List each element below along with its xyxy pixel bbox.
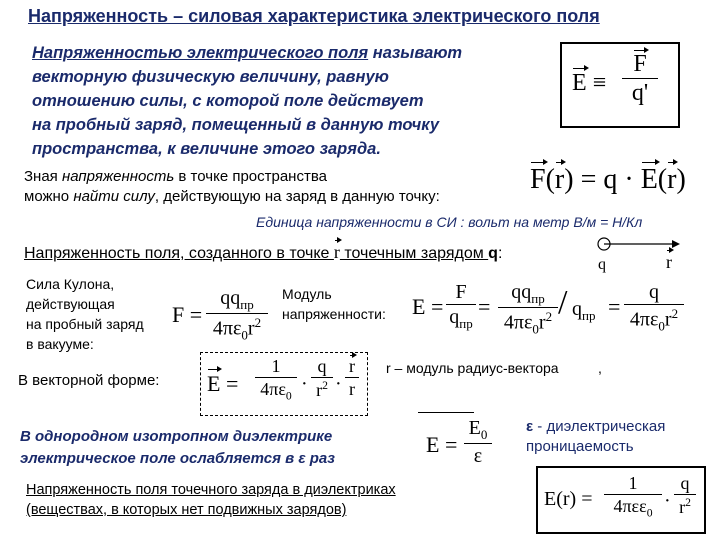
dielectric-overline: [418, 412, 474, 413]
point-dielectric-line-1: Напряженность поля точечного заряда в диэлектриках: [26, 482, 396, 498]
vector-form-dot-2: ·: [335, 373, 342, 395]
vector-form-dot-1: ·: [301, 373, 308, 395]
point-dielectric-lhs: E(r) =: [544, 488, 593, 510]
definition-formula-lhs: E ≡: [572, 70, 607, 96]
page-title: Напряженность – силовая характеристика электрического поля: [28, 6, 600, 26]
vector-form-note: r – модуль радиус-вектора: [386, 360, 559, 376]
definition-line-5: пространства, к величине этого заряда.: [32, 140, 381, 158]
coulomb-line-4: в вакууме:: [26, 336, 94, 352]
vector-form-fraction-3: r r: [345, 357, 359, 398]
vector-form-lhs: E =: [207, 371, 239, 396]
coulomb-line-1: Сила Кулона,: [26, 276, 115, 292]
dielectric-formula-fraction: $E_0$ ε: [464, 418, 492, 466]
modulus-formula-lhs: E =: [412, 294, 444, 319]
point-dielectric-dot: ·: [664, 490, 671, 512]
diagram-q-label: q: [598, 256, 606, 273]
vector-form-fraction-2: q $r^2$: [311, 357, 333, 399]
modulus-fraction-2: $qq_{пр}$ $4\pi\varepsilon_0r^2$: [498, 282, 558, 336]
definition-line-4: на пробный заряд, помещенный в данную точку: [32, 116, 440, 134]
definition-line-1-rest: называют: [368, 44, 463, 62]
modulus-eq-3: =: [608, 294, 621, 319]
modulus-eq-2: =: [478, 294, 491, 319]
diagram-r-label: r: [666, 252, 672, 272]
knowing-line-2: можно найти силу, действующую на заряд в данную точку:: [24, 188, 440, 205]
modulus-fraction-1: F $q_{пр}$: [446, 282, 476, 330]
modulus-fraction-3: q $4\pi\varepsilon_0r^2$: [624, 282, 684, 333]
dielectric-formula-lhs: E =: [426, 432, 458, 457]
definition-formula-box: [560, 42, 680, 128]
dielectric-line-1: В однородном изотропном диэлектрике: [20, 428, 333, 445]
definition-line-2: векторную физическую величину, равную: [32, 68, 389, 86]
modulus-line-1: Модуль: [282, 286, 332, 302]
modulus-tail: $q_{пр}$: [572, 298, 596, 323]
epsilon-label-line-2: проницаемость: [526, 438, 634, 455]
modulus-line-2: напряженности:: [282, 306, 386, 322]
dielectric-line-2: электрическое поле ослабляется в ε раз: [20, 450, 335, 467]
coulomb-formula-lhs: F =: [172, 302, 203, 327]
point-dielectric-fraction-2: q $r^2$: [674, 474, 696, 516]
coulomb-line-3: на пробный заряд: [26, 316, 144, 332]
definition-formula-fraction: F q': [622, 52, 658, 105]
vector-form-comma: ,: [598, 360, 602, 376]
point-dielectric-line-2: (веществах, в которых нет подвижных зарядов): [26, 502, 347, 518]
coulomb-line-2: действующая: [26, 296, 115, 312]
epsilon-label-line-1: ε - диэлектрическая: [526, 418, 666, 435]
coulomb-formula-fraction: $qq_{пр}$ $4\pi\varepsilon_0r^2$: [206, 288, 268, 342]
si-unit-note: Единица напряженности в СИ : вольт на метр В/м = Н/Кл: [256, 214, 643, 230]
point-dielectric-box: [536, 466, 706, 534]
definition-term: Напряженностью электрического поля: [32, 44, 369, 62]
definition-line-3: отношению силы, с которой поле действует: [32, 92, 424, 110]
point-field-line: Напряженность поля, созданного в точке r точечным зарядом q:: [24, 242, 503, 262]
knowing-line-1: Зная напряженность в точке пространства: [24, 168, 327, 185]
charge-vector-diagram: [594, 234, 694, 274]
vector-form-box: [200, 352, 368, 416]
force-formula: F(r) = q · E(r): [530, 164, 686, 195]
definition-line-1: [32, 44, 462, 63]
point-dielectric-fraction-1: 1 4πεε$_0$: [604, 474, 662, 519]
vector-form-label: В векторной форме:: [18, 372, 160, 389]
vector-form-fraction-1: 1 $4\pi\varepsilon_0$: [255, 357, 297, 402]
modulus-slash: /: [558, 284, 568, 321]
